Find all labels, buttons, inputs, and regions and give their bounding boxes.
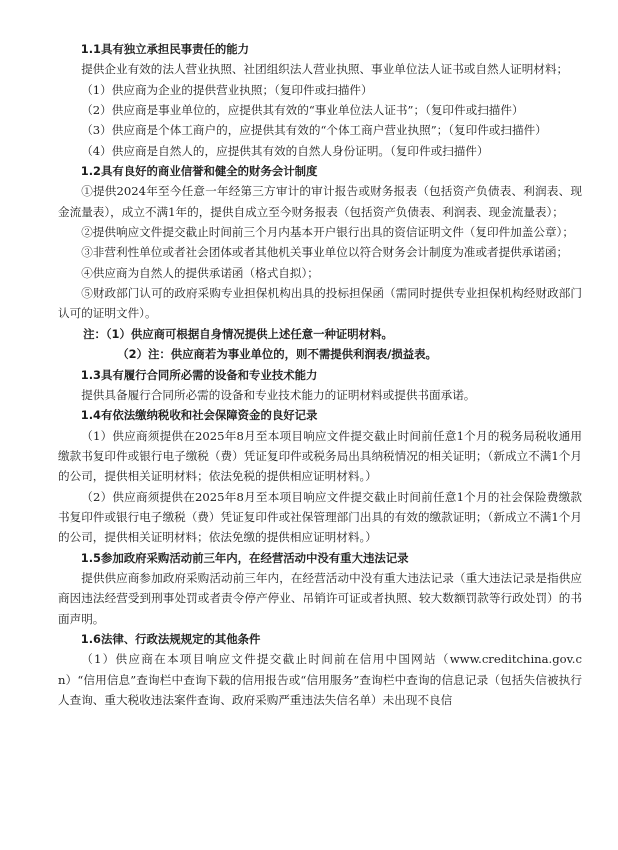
section-heading-1-6: 1.6法律、行政法规规定的其他条件 <box>80 631 261 646</box>
paragraph: ④供应商为自然人的提供承诺函（格式自拟）； <box>81 265 319 280</box>
paragraph: 提供企业有效的法人营业执照、社团组织法人营业执照、事业单位法人证书或自然人证明材料； <box>81 62 569 77</box>
note-line-1: 注：（1）供应商可根据自身情况提供上述任意一种证明材料。 <box>83 326 393 341</box>
paragraph: （2）供应商须提供在2025年8月至本项目响应文件提交截止时间前任意1个月的社会保险费缴款书复印件或银行电子缴税（费）凭证复印件或社保管理部门出具的有效的缴款证明；（新成立不满1个月的公司，提供相关证明材料；依法免缴的提供相应证明材料。） <box>58 489 582 545</box>
paragraph: （2）供应商是事业单位的，应提供其有效的“事业单位法人证书”；（复印件或扫描件） <box>81 103 524 118</box>
paragraph: ③非营利性单位或者社会团体或者其他机关事业单位以符合财务会计制度为准或者提供承诺函； <box>81 245 569 260</box>
paragraph: ②提供响应文件提交截止时间前三个月内基本开户银行出具的资信证明文件（复印件加盖公章）； <box>81 225 574 240</box>
section-heading-1-1: 1.1具有独立承担民事责任的能力 <box>80 42 250 56</box>
section-heading-1-2: 1.2具有良好的商业信誉和健全的财务会计制度 <box>80 164 318 179</box>
paragraph: （1）供应商为企业的提供营业执照；（复印件或扫描件） <box>81 82 373 97</box>
section-heading-1-3: 1.3具有履行合同所必需的设备和专业技术能力 <box>80 367 318 382</box>
section-heading-1-4: 1.4有依法缴纳税收和社会保障资金的良好记录 <box>80 408 318 423</box>
paragraph: （1）供应商在本项目响应文件提交截止时间前在信用中国网站（www.creditchina.gov.cn）“信用信息”查询栏中查询下载的信用报告或“信用服务”查询栏中查询的信息记录（包括失信被执行人查询、重大税收违法案件查询、政府采购严重违法失信名单）未出现不良信 <box>58 652 582 707</box>
paragraph: （1）供应商须提供在2025年8月至本项目响应文件提交截止时间前任意1个月的税务局税收通用缴款书复印件或银行电子缴税（费）凭证复印件或税务局出具纳税情况的相关证明；（新成立不满1个月的公司，提供相关证明材料；依法免税的提供相应证明材料。） <box>58 428 582 484</box>
paragraph: ⑤财政部门认可的政府采购专业担保机构出具的投标担保函（需同时提供专业担保机构经财政部门认可的证明文件）。 <box>58 286 582 321</box>
note-line-2: （2）注：供应商若为事业单位的，则不需提供利润表/损益表。 <box>117 347 437 362</box>
paragraph: ①提供2024年至今任意一年经第三方审计的审计报告或财务报表（包括资产负债表、利润表、现金流量表），成立不满1年的，提供自成立至今财务报表（包括资产负债表、利润表、现金流量表）； <box>58 184 582 219</box>
paragraph: （4）供应商是自然人的，应提供其有效的自然人身份证明。（复印件或扫描件） <box>81 143 489 158</box>
paragraph: 提供供应商参加政府采购活动前三年内，在经营活动中没有重大违法记录（重大违法记录是指供应商因违法经营受到刑事处罚或者责令停产停业、吊销许可证或者执照、较大数额罚款等行政处罚）的书面声明。 <box>58 570 582 626</box>
paragraph: （3）供应商是个体工商户的，应提供其有效的“个体工商户营业执照”；（复印件或扫描件） <box>81 123 547 138</box>
section-heading-1-5: 1.5参加政府采购活动前三年内，在经营活动中没有重大违法记录 <box>80 550 409 565</box>
paragraph: 提供具备履行合同所必需的设备和专业技术能力的证明材料或提供书面承诺。 <box>81 387 476 402</box>
